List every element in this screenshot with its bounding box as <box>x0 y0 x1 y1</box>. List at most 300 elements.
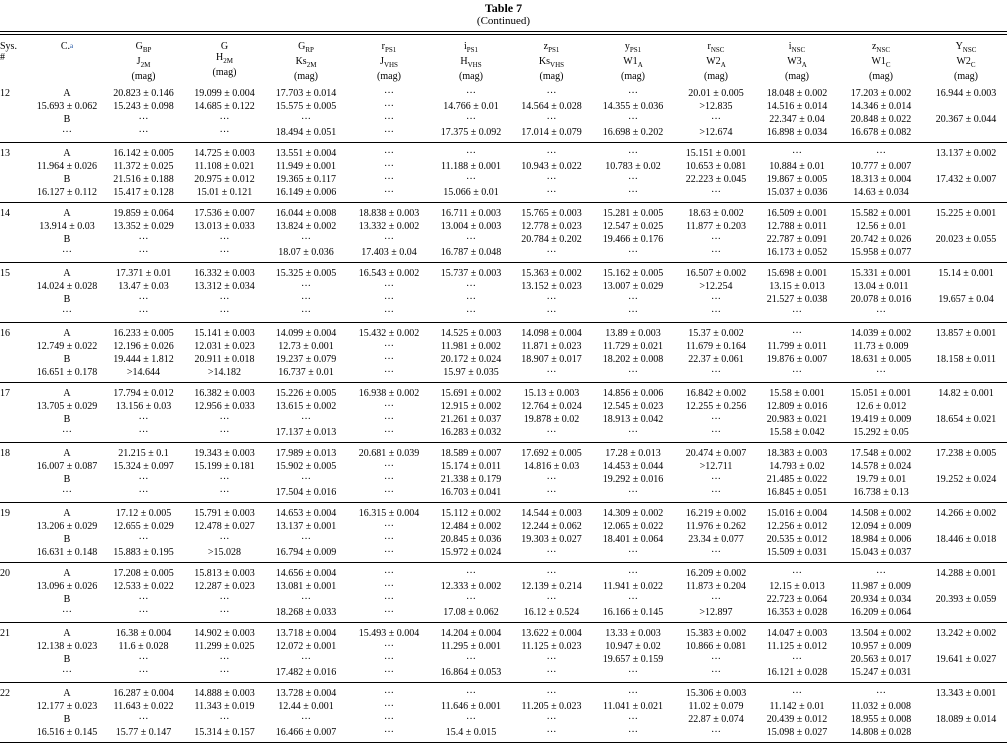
table-cell: 18.838 ± 0.003 <box>358 208 420 219</box>
table-cell: 15.225 ± 0.001 <box>935 208 997 219</box>
table-row <box>0 640 1007 653</box>
table-cell: 16.516 ± 0.145 <box>32 726 102 743</box>
table-cell: 16.651 ± 0.178 <box>32 366 102 383</box>
table-cell: 20.367 ± 0.044 <box>935 114 997 125</box>
table-cell: ··· <box>512 306 591 323</box>
column-header <box>675 38 757 83</box>
column-header-line: $J_{VHS}$ <box>380 56 398 69</box>
table-cell: ··· <box>591 246 675 263</box>
table-cell: ··· <box>301 714 311 725</box>
column-header-line: (mag) <box>131 71 156 82</box>
table-row <box>0 100 1007 113</box>
table-cell: 16.142 ± 0.005 <box>113 148 174 159</box>
table-cell: ··· <box>384 88 394 99</box>
table-cell: 14.453 ± 0.044 <box>602 461 664 472</box>
table-cell: 20.393 ± 0.059 <box>935 594 997 605</box>
table-cell: 20.911 ± 0.018 <box>194 354 255 365</box>
table-cell: 20.172 ± 0.024 <box>440 354 502 365</box>
table-cell: 15.4 ± 0.015 <box>430 726 512 743</box>
table-cell: ··· <box>102 666 185 683</box>
table-cell: 14.82 ± 0.001 <box>938 388 994 399</box>
table-cell: 16.738 ± 0.13 <box>837 486 925 503</box>
table-cell: 15.883 ± 0.195 <box>102 546 185 563</box>
table-cell: 16.737 ± 0.01 <box>264 366 348 383</box>
table-cell: 18.654 ± 0.021 <box>935 414 997 425</box>
table-cell: 15.331 ± 0.001 <box>850 268 912 279</box>
table-cell: 11.679 ± 0.164 <box>685 341 747 352</box>
table-cell: ··· <box>512 666 591 683</box>
table-cell: 19.303 ± 0.027 <box>521 534 582 545</box>
system-number <box>0 606 32 623</box>
table-cell: 21.516 ± 0.188 <box>113 174 174 185</box>
table-cell: 11.108 ± 0.021 <box>194 161 255 172</box>
table-cell: 14.355 ± 0.036 <box>602 101 664 112</box>
table-cell: A <box>63 628 71 639</box>
table-cell: ··· <box>591 546 675 563</box>
system-number: 14 <box>0 208 10 219</box>
table-cell: 15.01 ± 0.121 <box>185 186 264 203</box>
table-cell: 19.878 ± 0.02 <box>523 414 580 425</box>
column-header <box>102 38 185 83</box>
table-cell: ··· <box>102 486 185 503</box>
table-cell: 12.809 ± 0.016 <box>766 401 828 412</box>
table-cell <box>925 726 1007 743</box>
table-row <box>0 293 1007 306</box>
column-header-line: (mag) <box>869 71 893 82</box>
table-cell: 15.324 ± 0.097 <box>113 461 174 472</box>
table-cell: ··· <box>138 654 149 665</box>
table-cell: 11.343 ± 0.019 <box>194 701 255 712</box>
table-cell: 17.08 ± 0.062 <box>430 606 512 623</box>
table-cell <box>925 366 1007 383</box>
table-cell: 15.417 ± 0.128 <box>102 186 185 203</box>
column-header-line: (mag) <box>621 71 645 82</box>
table-row <box>0 580 1007 593</box>
table-cell: 15.314 ± 0.157 <box>185 726 264 743</box>
table-cell: 17.432 ± 0.007 <box>935 174 997 185</box>
table-cell: 14.816 ± 0.03 <box>523 461 580 472</box>
table-cell: 10.957 ± 0.009 <box>850 641 912 652</box>
table-cell: 17.208 ± 0.005 <box>113 568 174 579</box>
table-cell: 11.032 ± 0.008 <box>850 701 912 712</box>
table-cell: 22.347 ± 0.04 <box>769 114 825 125</box>
table-cell: 19.657 ± 0.04 <box>938 294 994 305</box>
table-cell: 17.703 ± 0.014 <box>275 88 337 99</box>
system-number <box>0 666 32 683</box>
table-cell: 17.536 ± 0.007 <box>194 208 255 219</box>
table-cell: 20.742 ± 0.026 <box>850 234 912 245</box>
table-cell: 15.247 ± 0.031 <box>837 666 925 683</box>
table-cell: ··· <box>546 654 557 665</box>
column-header <box>32 38 102 83</box>
table-cell: ··· <box>792 688 802 699</box>
table-cell: 17.989 ± 0.013 <box>275 448 337 459</box>
table-cell: ··· <box>301 474 311 485</box>
column-header-line: (mag) <box>294 71 318 82</box>
top-rule-2 <box>0 34 1007 35</box>
table-cell: ··· <box>384 581 394 592</box>
table-cell: ··· <box>384 461 394 472</box>
table-cell: 11.299 ± 0.025 <box>194 641 255 652</box>
table-cell: ··· <box>32 126 102 143</box>
column-header-line: (mag) <box>539 71 564 82</box>
table-row <box>0 353 1007 366</box>
table-cell: 11.729 ± 0.021 <box>602 341 664 352</box>
table-cell: 11.205 ± 0.023 <box>521 701 582 712</box>
table-cell: 15.226 ± 0.005 <box>275 388 337 399</box>
table-cell: 13.332 ± 0.002 <box>358 221 420 232</box>
table-cell: >14.644 <box>102 366 185 383</box>
table-cell: 15.281 ± 0.005 <box>602 208 664 219</box>
table-cell: ··· <box>32 666 102 683</box>
table-row <box>0 83 1007 100</box>
table-cell: 14.346 ± 0.014 <box>850 101 912 112</box>
system-number <box>0 593 32 606</box>
table-cell: 13.718 ± 0.004 <box>275 628 337 639</box>
table-cell: 14.099 ± 0.004 <box>275 328 337 339</box>
table-cell: 12.6 ± 0.012 <box>855 401 907 412</box>
table-cell: 11.964 ± 0.026 <box>36 161 98 172</box>
table-cell: 15.493 ± 0.004 <box>358 628 420 639</box>
table-cell: A <box>63 148 71 159</box>
table-cell: 16.233 ± 0.005 <box>113 328 174 339</box>
table-cell: ··· <box>837 306 925 323</box>
table-cell: ··· <box>675 546 757 563</box>
table-row <box>0 563 1007 581</box>
table-cell: ··· <box>32 486 102 503</box>
table-cell: B <box>63 174 71 185</box>
table-cell: 16.711 ± 0.003 <box>440 208 502 219</box>
table-cell: ··· <box>32 306 102 323</box>
table-cell: ··· <box>546 474 557 485</box>
table-cell: 14.508 ± 0.002 <box>850 508 912 519</box>
table-cell: 11.646 ± 0.001 <box>440 701 502 712</box>
table-cell: 22.87 ± 0.074 <box>688 714 744 725</box>
table-cell: 12.177 ± 0.023 <box>36 701 98 712</box>
table-cell: 13.622 ± 0.004 <box>521 628 582 639</box>
column-header <box>837 38 925 83</box>
table-cell: 21.215 ± 0.1 <box>118 448 169 459</box>
table-cell: ··· <box>591 426 675 443</box>
table-row <box>0 263 1007 281</box>
table-cell <box>925 520 1007 533</box>
table-cell: ··· <box>628 594 638 605</box>
table-cell: B <box>63 594 71 605</box>
table-row <box>0 220 1007 233</box>
table-cell: B <box>63 654 71 665</box>
table-cell: ··· <box>546 594 557 605</box>
table-cell: B <box>63 534 71 545</box>
table-cell: 13.15 ± 0.013 <box>769 281 825 292</box>
table-cell: 11.877 ± 0.203 <box>685 221 747 232</box>
table-cell: 19.444 ± 1.812 <box>113 354 174 365</box>
column-header-line: (mag) <box>212 67 237 78</box>
system-number <box>0 580 32 593</box>
table-cell: ··· <box>102 306 185 323</box>
table-cell: 14.653 ± 0.004 <box>275 508 337 519</box>
table-cell: ··· <box>219 594 230 605</box>
table-cell: 15.958 ± 0.077 <box>837 246 925 263</box>
table-cell: 19.867 ± 0.005 <box>766 174 828 185</box>
table-cell: 12.138 ± 0.023 <box>36 641 98 652</box>
table-row <box>0 473 1007 486</box>
table-cell: ··· <box>348 186 430 203</box>
table-cell: A <box>63 448 71 459</box>
table-cell <box>925 280 1007 293</box>
table-cell: ··· <box>348 546 430 563</box>
table-cell: 13.551 ± 0.004 <box>275 148 337 159</box>
column-header-line: $i_{NSC}$ <box>788 41 806 54</box>
table-cell: 16.845 ± 0.051 <box>757 486 837 503</box>
table-cell: 12.956 ± 0.033 <box>194 401 255 412</box>
table-cell <box>925 580 1007 593</box>
table-cell: 11.73 ± 0.009 <box>853 341 909 352</box>
table-cell: ··· <box>384 641 394 652</box>
table-cell: >12.835 <box>699 101 733 112</box>
table-cell <box>925 186 1007 203</box>
table-cell: ··· <box>876 568 886 579</box>
table-cell: B <box>63 234 71 245</box>
table-cell: ··· <box>348 606 430 623</box>
table-cell: ··· <box>591 366 675 383</box>
table-cell: ··· <box>384 101 394 112</box>
table-cell: 13.081 ± 0.001 <box>275 581 337 592</box>
table-cell: 18.089 ± 0.014 <box>935 714 997 725</box>
system-number: 19 <box>0 508 10 519</box>
table-cell: 17.548 ± 0.002 <box>850 448 912 459</box>
table-cell: B <box>63 714 71 725</box>
table-cell: 20.563 ± 0.017 <box>850 654 912 665</box>
column-header-line <box>32 63 102 74</box>
table-cell: ··· <box>348 486 430 503</box>
table-cell: 11.125 ± 0.012 <box>766 641 828 652</box>
table-cell <box>925 400 1007 413</box>
table-cell: 12.73 ± 0.001 <box>278 341 334 352</box>
table-row <box>0 666 1007 683</box>
table-cell: ··· <box>384 114 394 125</box>
table-cell: ··· <box>876 688 886 699</box>
table-cell: 19.292 ± 0.016 <box>602 474 664 485</box>
table-cell: 18.907 ± 0.017 <box>521 354 582 365</box>
table-cell: ··· <box>384 354 394 365</box>
table-cell: ··· <box>301 594 311 605</box>
table-cell: 12.094 ± 0.009 <box>850 521 912 532</box>
table-cell: ··· <box>546 174 557 185</box>
column-header-line <box>32 52 102 63</box>
table-cell: A <box>63 268 71 279</box>
table-cell: 19.237 ± 0.079 <box>275 354 337 365</box>
table-cell: ··· <box>792 148 802 159</box>
table-cell: 14.685 ± 0.122 <box>194 101 255 112</box>
table-cell: 20.078 ± 0.016 <box>850 294 912 305</box>
table-cell: ··· <box>102 246 185 263</box>
table-cell: 14.544 ± 0.003 <box>521 508 582 519</box>
table-cell: ··· <box>185 426 264 443</box>
table-cell: 14.808 ± 0.028 <box>837 726 925 743</box>
table-cell: 16.12 ± 0.524 <box>512 606 591 623</box>
table-cell: 13.47 ± 0.03 <box>118 281 169 292</box>
column-header-line: (mag) <box>377 71 401 82</box>
table-cell: ··· <box>32 246 102 263</box>
table-cell: 23.34 ± 0.077 <box>688 534 744 545</box>
table-cell: ··· <box>138 714 149 725</box>
table-cell: 15.509 ± 0.031 <box>757 546 837 563</box>
column-header-line: $Y_{NSC}$ <box>955 41 977 54</box>
table-cell: 19.419 ± 0.009 <box>850 414 912 425</box>
table-cell: A <box>63 508 71 519</box>
table-row <box>0 186 1007 203</box>
table-cell: ··· <box>591 306 675 323</box>
table-cell: 13.89 ± 0.003 <box>605 328 661 339</box>
table-row <box>0 400 1007 413</box>
column-header-line: (mag) <box>459 71 483 82</box>
table-row <box>0 426 1007 443</box>
table-cell: 11.873 ± 0.204 <box>685 581 747 592</box>
table-cell: ··· <box>466 688 476 699</box>
table-cell: ··· <box>384 234 394 245</box>
table-cell: 12.255 ± 0.256 <box>685 401 747 412</box>
table-cell: ··· <box>219 114 230 125</box>
column-header-line: (mag) <box>704 71 728 82</box>
table-row <box>0 503 1007 521</box>
table-cell: 17.403 ± 0.04 <box>348 246 430 263</box>
table-cell: 11.372 ± 0.025 <box>113 161 174 172</box>
table-cell: 16.044 ± 0.008 <box>275 208 337 219</box>
table-cell: 18.589 ± 0.007 <box>440 448 502 459</box>
table-cell: 19.641 ± 0.027 <box>935 654 997 665</box>
system-number <box>0 353 32 366</box>
column-header <box>0 38 32 83</box>
system-number <box>0 100 32 113</box>
table-cell: 14.902 ± 0.003 <box>194 628 255 639</box>
table-cell: 16.631 ± 0.148 <box>32 546 102 563</box>
system-number: 22 <box>0 688 10 699</box>
table-cell: 11.142 ± 0.01 <box>769 701 825 712</box>
table-cell: 15.292 ± 0.05 <box>837 426 925 443</box>
table-cell <box>925 700 1007 713</box>
table-cell: 16.149 ± 0.006 <box>264 186 348 203</box>
table-cell: 16.173 ± 0.052 <box>757 246 837 263</box>
table-cell: 15.13 ± 0.003 <box>523 388 580 399</box>
column-header-line: $Ks_{2M}$ <box>295 56 317 69</box>
table-cell: 14.039 ± 0.002 <box>850 328 912 339</box>
table-cell: 20.01 ± 0.005 <box>688 88 744 99</box>
table-cell: ··· <box>591 666 675 683</box>
table-cell: 19.859 ± 0.064 <box>113 208 174 219</box>
table-cell: 13.242 ± 0.002 <box>935 628 997 639</box>
table-cell: 11.987 ± 0.009 <box>850 581 912 592</box>
table-cell: 16.353 ± 0.028 <box>757 606 837 623</box>
table-cell: >12.711 <box>699 461 733 472</box>
table-cell: ··· <box>628 174 638 185</box>
table-cell: ··· <box>384 568 394 579</box>
table-cell: 17.692 ± 0.005 <box>521 448 582 459</box>
table-cell: 17.375 ± 0.092 <box>430 126 512 143</box>
table-cell: 15.162 ± 0.005 <box>602 268 664 279</box>
table-cell: 16.382 ± 0.003 <box>194 388 255 399</box>
system-number <box>0 186 32 203</box>
table-cell: 13.013 ± 0.033 <box>194 221 255 232</box>
table-cell: 11.041 ± 0.021 <box>602 701 664 712</box>
table-cell: ··· <box>546 568 557 579</box>
system-number <box>0 473 32 486</box>
table-row <box>0 593 1007 606</box>
table-cell: 11.799 ± 0.011 <box>767 341 827 352</box>
table-cell: 16.007 ± 0.087 <box>36 461 98 472</box>
table-cell <box>925 160 1007 173</box>
table-cell <box>925 486 1007 503</box>
table-cell: 15.691 ± 0.002 <box>440 388 502 399</box>
table-cell: ··· <box>138 594 149 605</box>
table-cell: 13.137 ± 0.001 <box>275 521 337 532</box>
table-cell: ··· <box>219 294 230 305</box>
footnote-marker: a <box>70 42 74 50</box>
column-header-line: $z_{NSC}$ <box>871 41 891 54</box>
table-cell: 16.703 ± 0.041 <box>430 486 512 503</box>
table-row <box>0 113 1007 126</box>
table-cell: 12.256 ± 0.012 <box>766 521 828 532</box>
table-row <box>0 653 1007 666</box>
table-row <box>0 413 1007 426</box>
table-cell: 14.725 ± 0.003 <box>194 148 255 159</box>
table-cell: 13.312 ± 0.034 <box>194 281 255 292</box>
table-cell: 19.466 ± 0.176 <box>602 234 664 245</box>
table-cell: ··· <box>792 328 802 339</box>
table-cell: 15.765 ± 0.003 <box>521 208 582 219</box>
column-header-line <box>0 63 32 74</box>
table-cell: B <box>63 114 71 125</box>
table-cell: 10.947 ± 0.02 <box>605 641 661 652</box>
table-cell: 18.631 ± 0.005 <box>850 354 912 365</box>
table-cell: 22.223 ± 0.045 <box>685 174 747 185</box>
table-cell: 13.007 ± 0.029 <box>602 281 664 292</box>
table-cell: 13.096 ± 0.026 <box>36 581 98 592</box>
table-cell: 20.439 ± 0.012 <box>766 714 828 725</box>
column-header-line: $r_{PS1}$ <box>381 41 397 54</box>
system-number <box>0 293 32 306</box>
table-cell: B <box>63 414 71 425</box>
column-header-line: $W1_C$ <box>871 56 891 69</box>
table-cell: 16.127 ± 0.112 <box>32 186 102 203</box>
table-cell: ··· <box>675 486 757 503</box>
table-cell: ··· <box>384 688 394 699</box>
table-cell: 17.137 ± 0.013 <box>264 426 348 443</box>
table-cell: ··· <box>546 294 557 305</box>
table-cell: ··· <box>628 294 638 305</box>
table-cell: 22.37 ± 0.061 <box>688 354 744 365</box>
column-header-line: $W1_A$ <box>623 56 643 69</box>
table-cell: 10.943 ± 0.022 <box>521 161 582 172</box>
table-cell: 12.065 ± 0.022 <box>602 521 664 532</box>
table-row <box>0 233 1007 246</box>
table-cell: 10.653 ± 0.081 <box>685 161 747 172</box>
table-cell: ··· <box>466 654 476 665</box>
table-cell: ··· <box>219 234 230 245</box>
table-cell: ··· <box>512 726 591 743</box>
table-cell: ··· <box>219 534 230 545</box>
table-cell: ··· <box>757 306 837 323</box>
column-header-line: (mag) <box>785 71 809 82</box>
table-cell: 12.533 ± 0.022 <box>113 581 174 592</box>
table-cell: ··· <box>711 474 721 485</box>
table-cell: ··· <box>711 234 721 245</box>
table-cell: 16.166 ± 0.145 <box>591 606 675 623</box>
table-cell: ··· <box>466 148 476 159</box>
table-cell: ··· <box>102 426 185 443</box>
table-cell <box>925 220 1007 233</box>
table-row <box>0 280 1007 293</box>
table-cell: 16.944 ± 0.003 <box>935 88 997 99</box>
